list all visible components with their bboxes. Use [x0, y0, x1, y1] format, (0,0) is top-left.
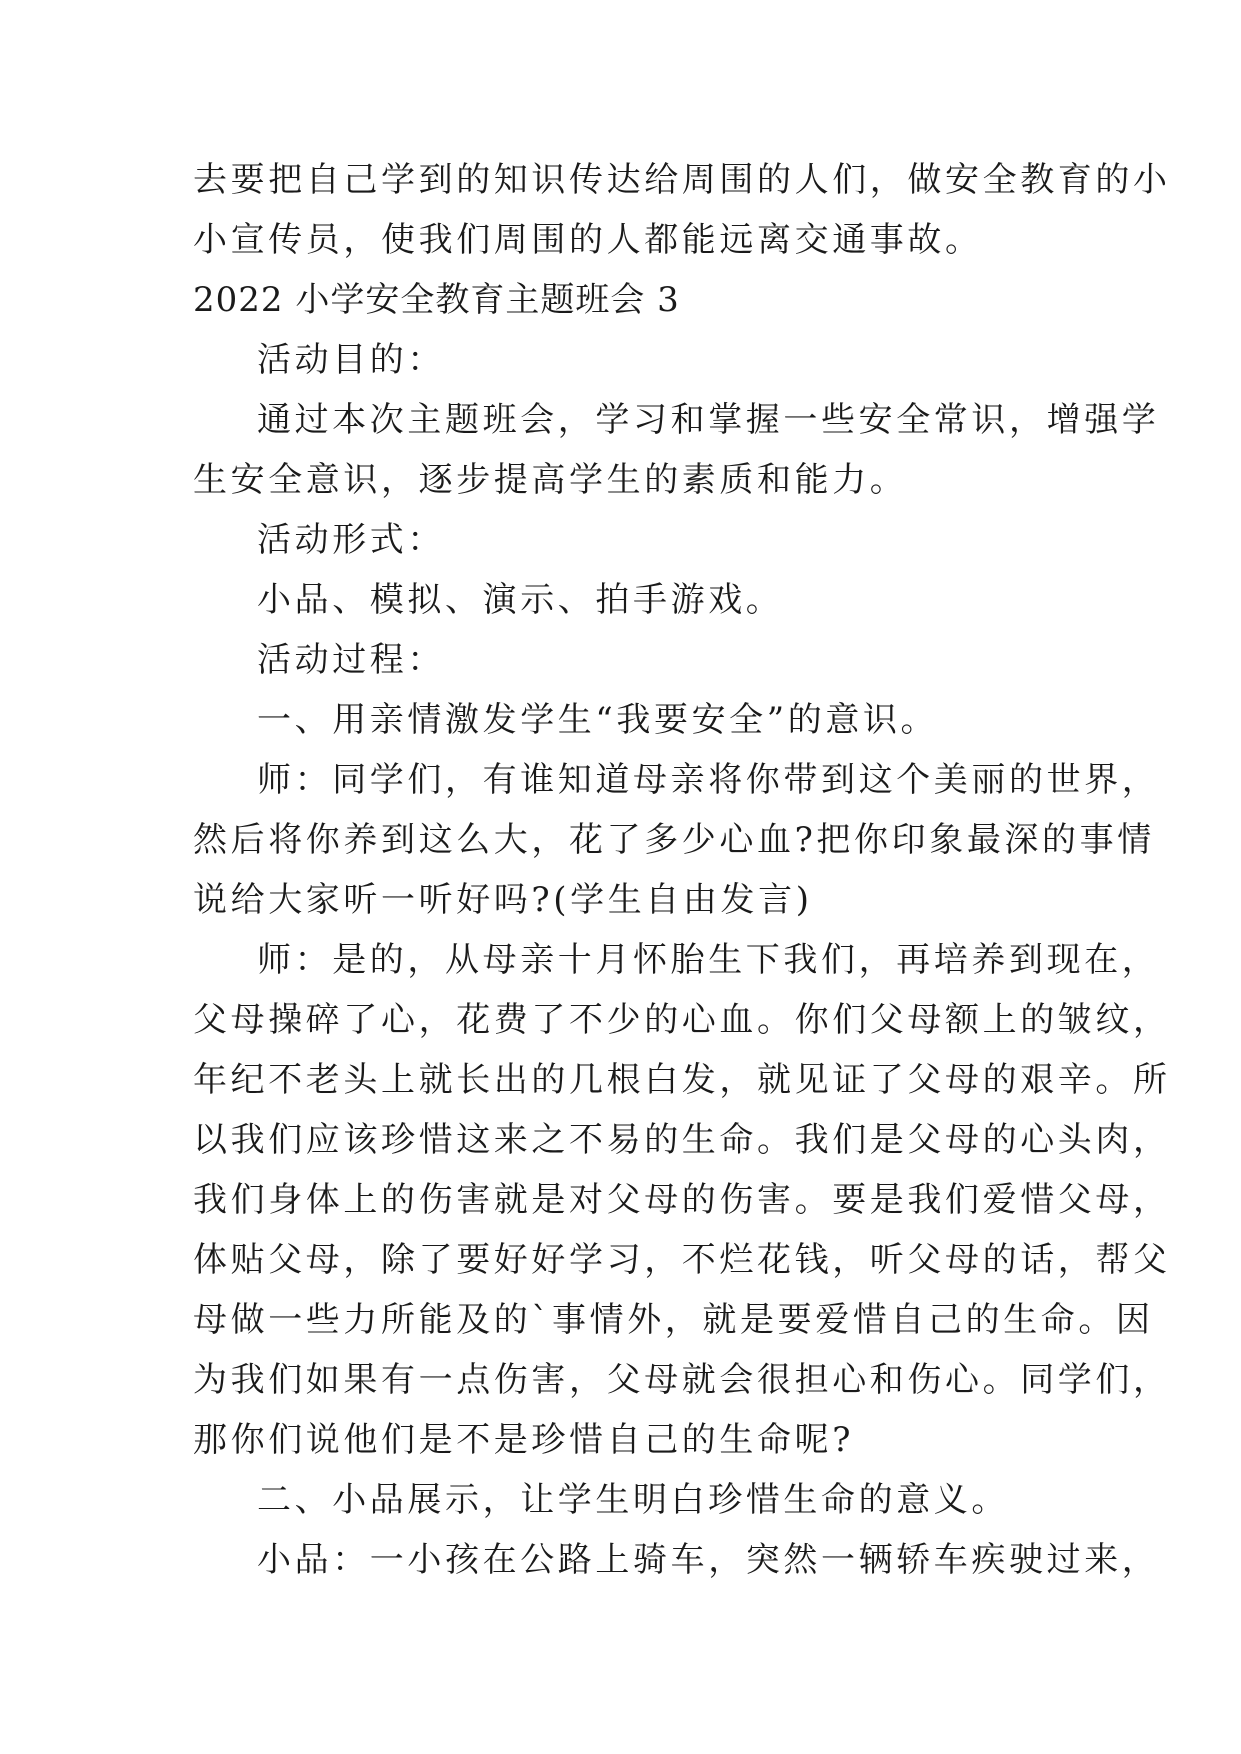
label-purpose: 活动目的： [257, 340, 445, 380]
text-line: 说给大家听一听好吗?(学生自由发言) [193, 880, 813, 920]
text-line: 去要把自己学到的知识传达给周围的人们，做安全教育的小 [193, 160, 1171, 200]
step-heading: 一、用亲情激发学生“我要安全”的意识。 [257, 700, 939, 740]
text-line: 为我们如果有一点伤害，父母就会很担心和伤心。同学们， [193, 1360, 1171, 1400]
text-line: 年纪不老头上就长出的几根白发，就见证了父母的艰辛。所 [193, 1060, 1171, 1100]
text-line: 小品：一小孩在公路上骑车，突然一辆轿车疾驶过来， [257, 1540, 1160, 1580]
text-line: 父母操碎了心，花费了不少的心血。你们父母额上的皱纹， [193, 1000, 1171, 1040]
text-line: 小宣传员，使我们周围的人都能远离交通事故。 [193, 220, 983, 260]
text-line: 生安全意识，逐步提高学生的素质和能力。 [193, 460, 908, 500]
section-heading: 2022 小学安全教育主题班会 3 [193, 280, 680, 320]
document-body [193, 150, 1171, 1590]
text-line: 师：同学们，有谁知道母亲将你带到这个美丽的世界， [257, 760, 1160, 800]
text-line: 母做一些力所能及的`事情外，就是要爱惜自己的生命。因 [193, 1300, 1154, 1340]
text-line: 我们身体上的伤害就是对父母的伤害。要是我们爱惜父母， [193, 1180, 1171, 1220]
step-heading: 二、小品展示，让学生明白珍惜生命的意义。 [257, 1480, 1009, 1520]
text-line: 师：是的，从母亲十月怀胎生下我们，再培养到现在， [257, 940, 1160, 980]
text-line: 以我们应该珍惜这来之不易的生命。我们是父母的心头肉， [193, 1120, 1171, 1160]
text-line: 那你们说他们是不是珍惜自己的生命呢? [193, 1420, 855, 1460]
label-form: 活动形式： [257, 520, 445, 560]
label-process: 活动过程： [257, 640, 445, 680]
text-line: 然后将你养到这么大，花了多少心血?把你印象最深的事情 [193, 820, 1155, 860]
text-line: 体贴父母，除了要好好学习，不烂花钱，听父母的话，帮父 [193, 1240, 1171, 1280]
text-line: 通过本次主题班会，学习和掌握一些安全常识，增强学 [257, 400, 1160, 440]
text-line: 小品、模拟、演示、拍手游戏。 [257, 580, 784, 620]
